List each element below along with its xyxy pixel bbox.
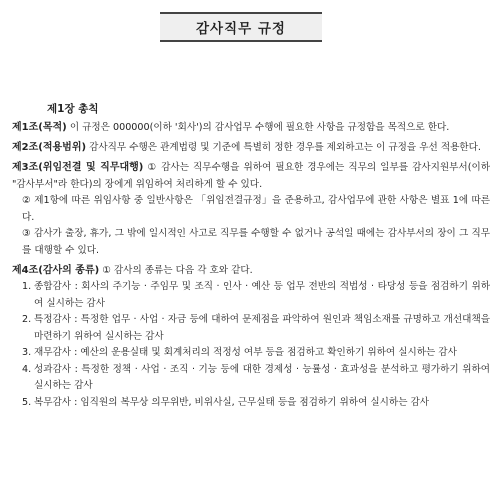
list-item: 1. 종합감사 : 회사의 주기능 · 주임무 및 조직 · 인사 · 예산 등 업무 전반의 적법성 · 타당성 등을 점검하기 위하여 실시하는 감사 <box>22 281 490 309</box>
article-3-heading: 제3조(위임전결 및 직무대행) <box>12 162 144 173</box>
article-2-heading: 제2조(적용범위) <box>12 142 87 153</box>
article-1-text: 이 규정은 000000(이하 '회사')의 감사업무 수행에 필요한 사항을 규정함을 목적으로 한다. <box>69 122 450 133</box>
article-1 <box>12 120 490 137</box>
article-4-heading: 제4조(감사의 종류) <box>12 264 100 276</box>
article-4-text: ① 감사의 종류는 다음 각 호와 같다. <box>102 264 253 276</box>
article-3-text: ① 감사는 직무수행을 위하여 필요한 경우에는 직무의 일부를 감사지원부서(이하 "감사부서"라 한다)의 장에게 위임하여 처리하게 할 수 있다. <box>12 162 490 190</box>
chapter-heading: 제1장 총칙 <box>47 103 99 115</box>
list-item: 3. 재무감사 : 예산의 운용실태 및 회계처리의 적정성 여부 등을 점검하고 확인하기 위하여 실시하는 감사 <box>22 347 457 358</box>
list-item: 4. 성과감사 : 특정한 정책 · 사업 · 조직 · 기능 등에 대한 경제성 · 능률성 · 효과성을 분석하고 평가하기 위하여 실시하는 감사 <box>22 363 490 391</box>
audit-type-list <box>12 279 490 411</box>
article-4 <box>12 263 490 412</box>
document-body <box>12 120 490 415</box>
document-title: 감사직무 규정 <box>160 12 322 42</box>
list-item: 5. 복무감사 : 임직원의 복무상 의무위반, 비위사실, 근무실태 등을 점검하기 위하여 실시하는 감사 <box>22 396 430 408</box>
article-3 <box>12 160 490 259</box>
list-item: 2. 특정감사 : 특정한 업무 · 사업 · 자금 등에 대하여 문제점을 파악하여 원인과 책임소재를 규명하고 개선대책을 마련하기 위하여 실시하는 감사 <box>22 314 490 342</box>
article-2-text: 감사직무 수행은 관계법령 및 기준에 특별히 정한 경우를 제외하고는 이 규정을 우선 적용한다. <box>89 142 481 153</box>
article-3-paragraph-2: ② 제1항에 따른 위임사항 중 일반사항은 「위임전결규정」을 준용하고, 감사업무에 관한 사항은 별표 1에 따른다. <box>22 195 490 223</box>
article-1-heading: 제1조(목적) <box>12 122 67 133</box>
article-3-paragraph-3: ③ 감사가 출장, 휴가, 그 밖에 일시적인 사고로 직무를 수행할 수 없거나 공석일 때에는 감사부서의 장이 그 직무를 대행할 수 있다. <box>22 228 490 256</box>
article-2 <box>12 140 490 157</box>
